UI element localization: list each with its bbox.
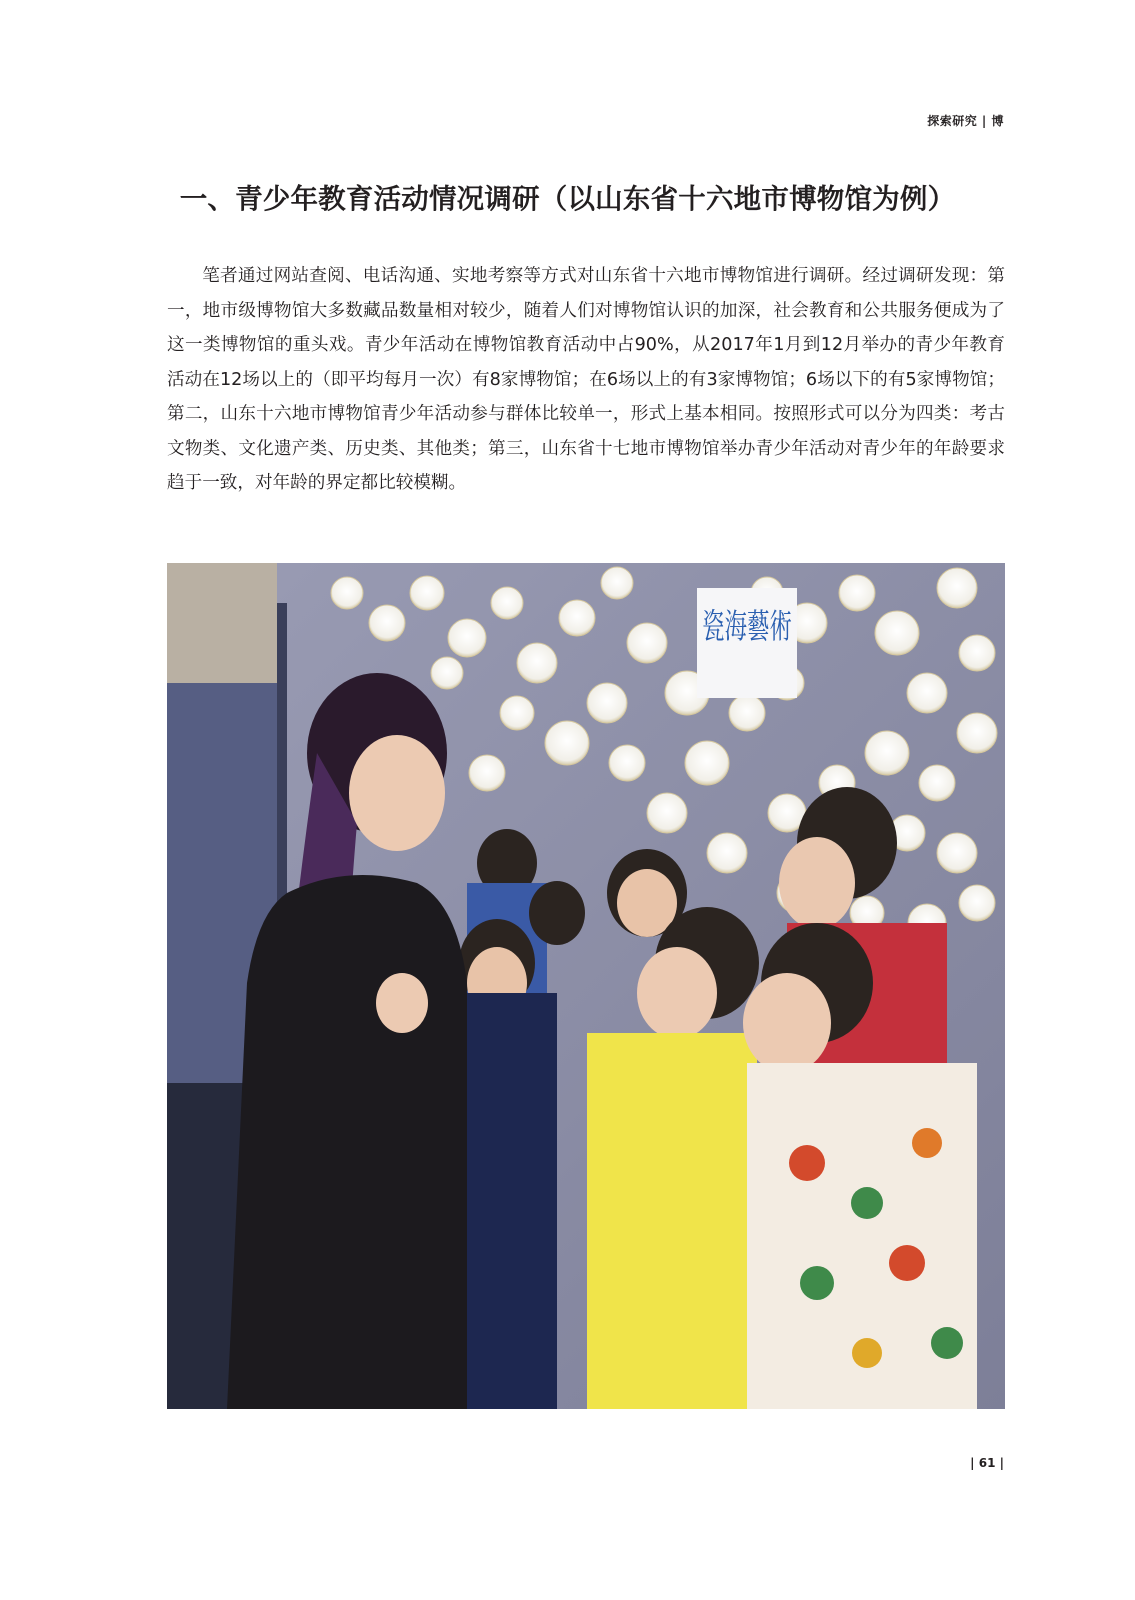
photo-illustration: [167, 563, 1005, 1409]
body-paragraph: 笔者通过网站查阅、电话沟通、实地考察等方式对山东省十六地市博物馆进行调研。经过调研发现：第一，地市级博物馆大多数藏品数量相对较少，随着人们对博物馆认识的加深，社会教育和公共服务便成为了这一类博物馆的重头戏。青少年活动在博物馆教育活动中占90%，从2017年1月到12月举办的青少年教育活动在12场以上的（即平均每月一次）有8家博物馆；在6场以上的有3家博物馆；6场以下的有5家博物馆；第二，山东十六地市博物馆青少年活动参与群体比较单一，形式上基本相同。按照形式可以分为四类：考古文物类、文化遗产类、历史类、其他类；第三，山东省十七地市博物馆举办青少年活动对青少年的年龄要求趋于一致，对年龄的界定都比较模糊。: [167, 266, 1005, 493]
page-number: | 61 |: [970, 1456, 1004, 1470]
museum-photo: [167, 563, 1005, 1409]
section-title: 一、青少年教育活动情况调研（以山东省十六地市博物馆为例）: [179, 183, 956, 215]
sign-text: 瓷海藝術: [702, 607, 792, 647]
running-header: 探索研究 | 博: [927, 114, 1004, 128]
